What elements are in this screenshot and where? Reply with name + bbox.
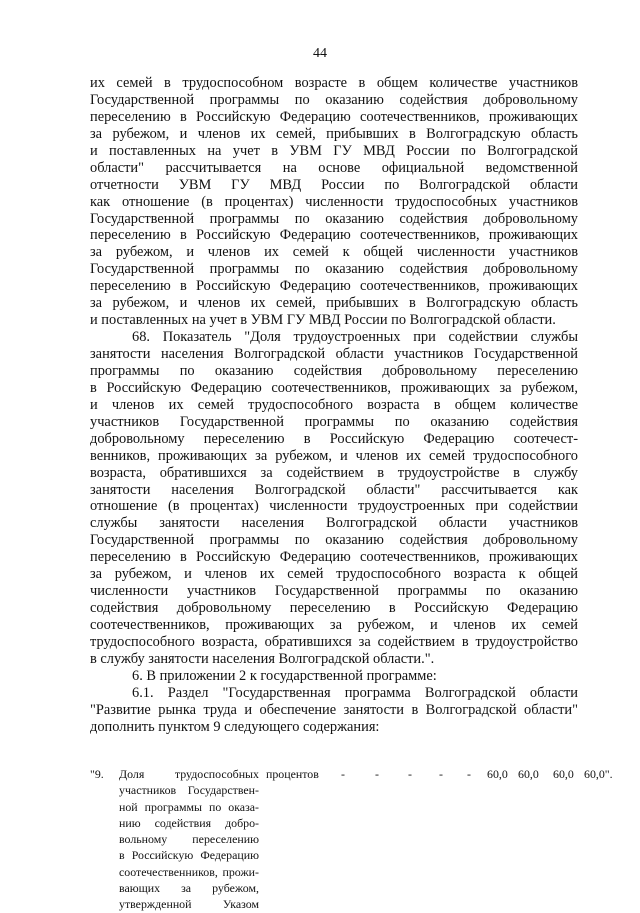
text-line: занятости населения Волгоградской области" рассчитывается как bbox=[90, 481, 578, 498]
text-line: 6. В приложении 2 к государственной программе: bbox=[132, 667, 437, 684]
text-line: за рубежом, и членов их семей трудоспособного возраста к общей bbox=[90, 566, 578, 583]
text-line: службы занятости населения Волгоградской области участников bbox=[90, 515, 578, 532]
text-line: отчетности УВМ ГУ МВД России по Волгоградской области bbox=[90, 176, 578, 193]
text-line: в Российскую Федерацию соотечественников, проживающих за рубежом, bbox=[90, 379, 578, 396]
text-line: за рубежом, и членов их семей, прибывших в Волгоградскую область bbox=[90, 295, 578, 312]
text-line: Государственной программы по оказанию содействия добровольному bbox=[90, 532, 578, 549]
document-body bbox=[90, 75, 578, 736]
indicator-description bbox=[119, 766, 259, 913]
text-line: венников, проживающих за рубежом, и членов их семей трудоспособного bbox=[90, 447, 578, 464]
description-line: нию содействия добро- bbox=[119, 815, 259, 830]
text-line: переселению в Российскую Федерацию соотечественников, проживающих bbox=[90, 227, 578, 244]
description-line: участников Государствен- bbox=[119, 783, 259, 798]
text-line: в службу занятости населения Волгоградской области.". bbox=[90, 650, 435, 667]
text-line: участников Государственной программы по оказанию содействия bbox=[90, 413, 578, 430]
text-line: содействия добровольному переселению в Российскую Федерацию bbox=[90, 600, 578, 617]
text-line: за рубежом, и членов их семей, прибывших в Волгоградскую область bbox=[90, 125, 578, 142]
text-line: занятости населения Волгоградской области участников Государственной bbox=[90, 346, 578, 362]
empty-cell-dash: - bbox=[341, 767, 345, 781]
text-line: трудоспособного возраста, обратившихся за содействием в трудоустройство bbox=[90, 633, 578, 650]
text-line: "Развитие рынка труда и обеспечение занятости в Волгоградской области" bbox=[90, 701, 578, 718]
text-line: дополнить пунктом 9 следующего содержания: bbox=[90, 718, 380, 735]
indicator-table-row bbox=[90, 766, 613, 912]
text-line: их семей в трудоспособном возрасте в общем количестве участников bbox=[90, 75, 578, 91]
year-value: 60,0 bbox=[553, 767, 574, 781]
text-line: добровольному переселению в Российскую Федерацию соотечест- bbox=[90, 430, 578, 447]
text-line: и членов их семей трудоспособного возраста в общем количестве bbox=[90, 396, 578, 413]
unit-cell: процентов bbox=[266, 767, 319, 781]
text-line: 6.1. Раздел "Государственная программа Волгоградской области bbox=[132, 684, 578, 701]
page-number: 44 bbox=[313, 46, 327, 61]
description-line: вольному переселению bbox=[119, 832, 259, 847]
text-line: 68. Показатель "Доля трудоустроенных при содействии службы bbox=[132, 329, 578, 346]
text-line: за рубежом, и членов их семей к общей численности участников bbox=[90, 244, 578, 261]
empty-cell-dash: - bbox=[467, 767, 471, 781]
text-line: Государственной программы по оказанию содействия добровольному bbox=[90, 91, 578, 108]
description-line: ной программы по оказа- bbox=[119, 799, 259, 814]
description-line: соотечественников, прожи- bbox=[119, 864, 259, 879]
text-line: программы по оказанию содействия добровольному переселению bbox=[90, 362, 578, 379]
year-value: 60,0 bbox=[487, 767, 508, 781]
text-line: Государственной программы по оказанию содействия добровольному bbox=[90, 210, 578, 227]
text-line: переселению в Российскую Федерацию соотечественников, проживающих bbox=[90, 278, 578, 295]
text-line: соотечественников, проживающих за рубежом, и членов их семей bbox=[90, 617, 578, 633]
empty-cell-dash: - bbox=[439, 767, 443, 781]
year-value: 60,0 bbox=[518, 767, 539, 781]
text-line: отношение (в процентах) численности трудоустроенных при содействии bbox=[90, 498, 578, 515]
text-line: переселению в Российскую Федерацию соотечественников, проживающих bbox=[90, 108, 578, 125]
description-line: Доля трудоспособных bbox=[119, 767, 259, 781]
text-line: области" рассчитывается на основе официальной ведомственной bbox=[90, 159, 578, 176]
empty-cell-dash: - bbox=[375, 767, 379, 781]
year-value: 60,0". bbox=[584, 767, 613, 781]
text-line: возраста, обратившихся за содействием в трудоустройстве в службу bbox=[90, 464, 578, 481]
text-line: Государственной программы по оказанию содействия добровольному bbox=[90, 261, 578, 278]
empty-cell-dash: - bbox=[408, 767, 412, 781]
row-number: "9. bbox=[90, 767, 104, 781]
text-line: как отношение (в процентах) численности трудоспособных участников bbox=[90, 193, 578, 210]
text-line: численности участников Государственной программы по оказанию bbox=[90, 583, 578, 600]
text-line: и поставленных на учет в УВМ ГУ МВД России по Волгоградской bbox=[90, 142, 578, 159]
description-line: в Российскую Федерацию bbox=[119, 848, 259, 863]
text-line: и поставленных на учет в УВМ ГУ МВД России по Волгоградской области. bbox=[90, 312, 556, 329]
text-line: переселению в Российскую Федерацию соотечественников, проживающих bbox=[90, 549, 578, 566]
description-line: утвержденной Указом bbox=[119, 897, 259, 912]
description-line: вающих за рубежом, bbox=[119, 881, 259, 896]
